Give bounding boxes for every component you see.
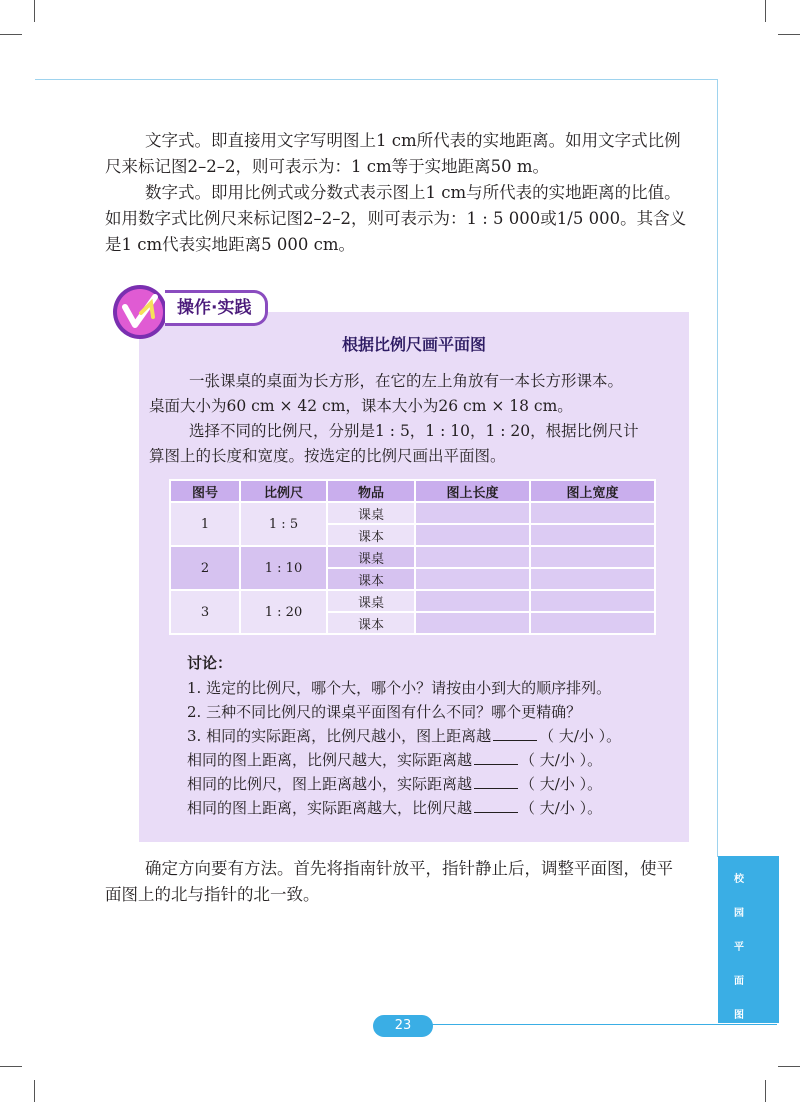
item-cell: 课桌 [327, 546, 415, 568]
paragraph-numeric-style [105, 180, 705, 258]
question-text: 3. 相同的实际距离，比例尺越小，图上距离越 [187, 727, 492, 745]
table-header-cell: 图号 [170, 480, 240, 502]
activity-line: 选择不同的比例尺，分别是1 : 5，1 : 10，1 : 20，根据比例尺计 [189, 422, 639, 440]
discussion-question-3a [187, 724, 621, 748]
question-text: 相同的图上距离，比例尺越大，实际距离越 [187, 751, 473, 769]
scale-table [169, 479, 656, 635]
answer-blank[interactable] [493, 726, 537, 741]
discussion-question-1: 1. 选定的比例尺，哪个大，哪个小？请按由小到大的顺序排列。 [187, 679, 612, 697]
scale-cell: 1 : 20 [240, 590, 327, 634]
side-tab-char: 图 [734, 1010, 744, 1021]
crop-mark [0, 1066, 22, 1067]
table-header-cell: 图上长度 [415, 480, 530, 502]
choice-text: （ 大/小 ）。 [520, 751, 603, 769]
paragraph-line: 是1 cm代表实地距离5 000 cm。 [105, 235, 355, 254]
activity-badge-icon [111, 283, 169, 341]
table-header-cell: 比例尺 [240, 480, 327, 502]
width-input-cell[interactable] [530, 502, 655, 524]
scale-cell: 1 : 10 [240, 546, 327, 590]
item-cell: 课桌 [327, 502, 415, 524]
table-row [170, 590, 655, 612]
paragraph-line: 文字式。即直接用文字写明图上1 cm所代表的实地距离。如用文字式比例 [145, 131, 681, 150]
length-input-cell[interactable] [415, 502, 530, 524]
discussion-question-3b [187, 748, 602, 772]
paragraph-line: 数字式。即用比例式或分数式表示图上1 cm与所代表的实地距离的比值。 [145, 183, 681, 202]
side-tab-char: 面 [734, 976, 744, 987]
crop-mark [34, 1080, 35, 1102]
length-input-cell[interactable] [415, 546, 530, 568]
figure-number-cell: 2 [170, 546, 240, 590]
length-input-cell[interactable] [415, 590, 530, 612]
question-text: 相同的比例尺，图上距离越小，实际距离越 [187, 775, 473, 793]
crop-mark [0, 34, 22, 35]
figure-number-cell: 3 [170, 590, 240, 634]
table-header-cell: 图上宽度 [530, 480, 655, 502]
paragraph-direction [105, 856, 705, 908]
length-input-cell[interactable] [415, 524, 530, 546]
discussion-question-3d [187, 796, 602, 820]
figure-number-cell: 1 [170, 502, 240, 546]
discussion-title: 讨论： [187, 654, 233, 672]
side-tab-char: 园 [734, 908, 744, 919]
length-input-cell[interactable] [415, 568, 530, 590]
width-input-cell[interactable] [530, 568, 655, 590]
crop-mark [765, 0, 766, 22]
chapter-side-tab [718, 856, 779, 1023]
page-frame-right [717, 79, 718, 857]
paragraph-line: 面图上的北与指针的北一致。 [105, 885, 320, 904]
activity-title: 根据比例尺画平面图 [341, 335, 486, 354]
activity-badge-label: 操作·实践 [165, 290, 268, 326]
item-cell: 课桌 [327, 590, 415, 612]
footer-line [392, 1024, 777, 1025]
activity-line: 一张课桌的桌面为长方形，在它的左上角放有一本长方形课本。 [189, 372, 624, 390]
crop-mark [778, 1066, 800, 1067]
table-header-cell: 物品 [327, 480, 415, 502]
choice-text: （ 大/小 ）。 [539, 727, 622, 745]
crop-mark [34, 0, 35, 22]
width-input-cell[interactable] [530, 590, 655, 612]
paragraph-line: 确定方向要有方法。首先将指南针放平，指针静止后，调整平面图，使平 [145, 859, 673, 878]
table-row [170, 502, 655, 524]
scale-cell: 1 : 5 [240, 502, 327, 546]
side-tab-char: 平 [734, 942, 744, 953]
length-input-cell[interactable] [415, 612, 530, 634]
page-frame-top [35, 79, 718, 80]
answer-blank[interactable] [474, 774, 518, 789]
crop-mark [765, 1080, 766, 1102]
activity-text [149, 369, 679, 469]
activity-line: 桌面大小为60 cm × 42 cm，课本大小为26 cm × 18 cm。 [149, 397, 573, 415]
table-header-row [170, 480, 655, 502]
item-cell: 课本 [327, 612, 415, 634]
side-tab-char: 校 [734, 874, 744, 885]
paragraph-line: 尺来标记图2–2–2，则可表示为：1 cm等于实地距离50 m。 [105, 157, 550, 176]
activity-box [139, 312, 689, 842]
item-cell: 课本 [327, 568, 415, 590]
question-text: 相同的图上距离，实际距离越大，比例尺越 [187, 799, 473, 817]
paragraph-text-style [105, 128, 705, 180]
width-input-cell[interactable] [530, 546, 655, 568]
answer-blank[interactable] [474, 750, 518, 765]
page-number: 23 [373, 1015, 433, 1037]
activity-line: 算图上的长度和宽度。按选定的比例尺画出平面图。 [149, 447, 506, 465]
table-row [170, 546, 655, 568]
discussion-question-2: 2. 三种不同比例尺的课桌平面图有什么不同？哪个更精确？ [187, 703, 582, 721]
choice-text: （ 大/小 ）。 [520, 775, 603, 793]
crop-mark [778, 34, 800, 35]
paragraph-line: 如用数字式比例尺来标记图2–2–2，则可表示为：1 : 5 000或1/5 000。其含义 [105, 209, 687, 228]
discussion-question-3c [187, 772, 602, 796]
item-cell: 课本 [327, 524, 415, 546]
choice-text: （ 大/小 ）。 [520, 799, 603, 817]
width-input-cell[interactable] [530, 524, 655, 546]
answer-blank[interactable] [474, 798, 518, 813]
width-input-cell[interactable] [530, 612, 655, 634]
